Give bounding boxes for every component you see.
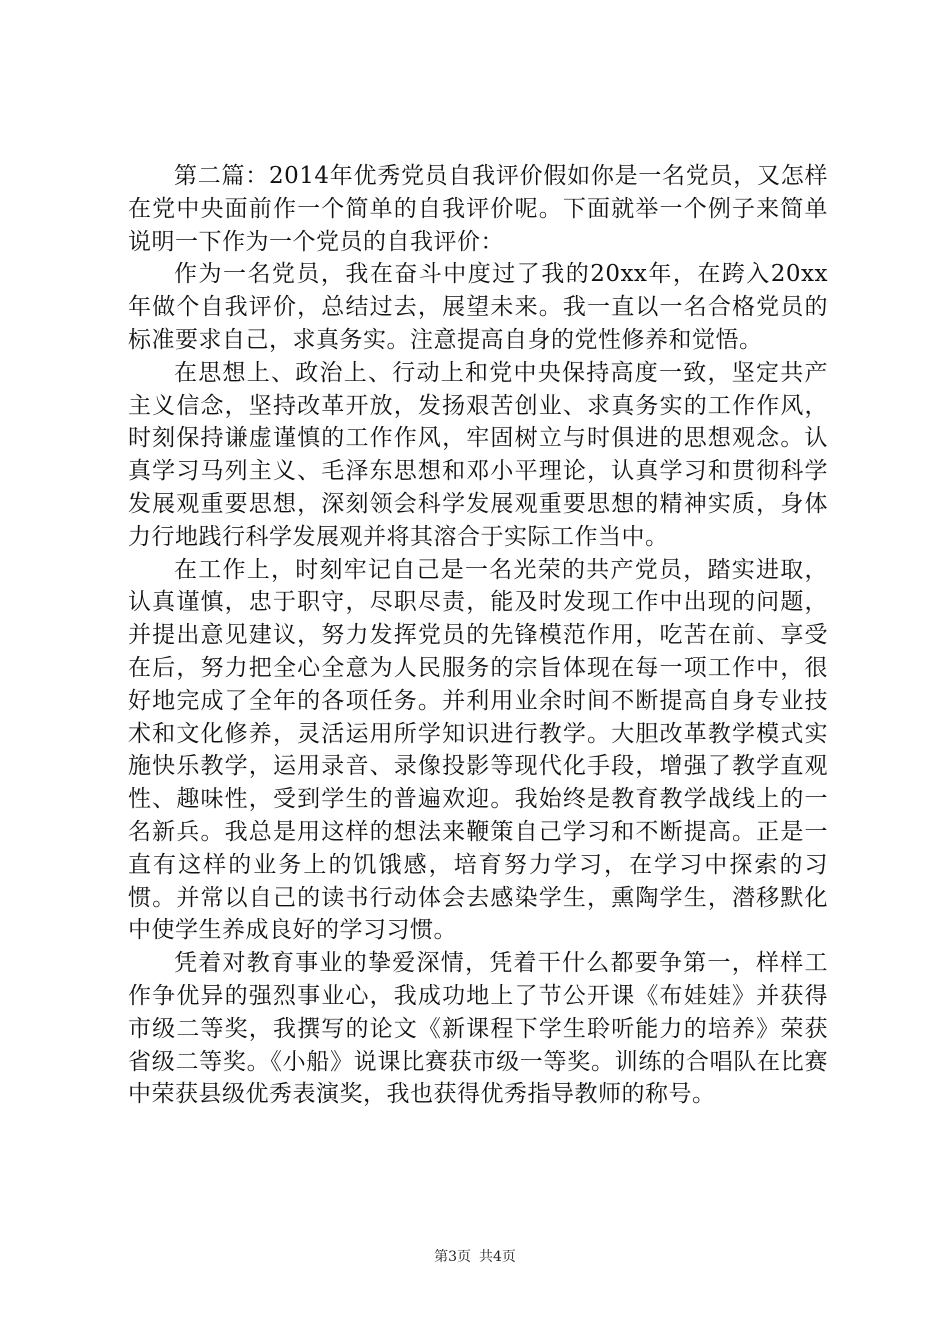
document-body — [128, 160, 828, 1111]
paragraph-2: 作为一名党员，我在奋斗中度过了我的20xx年，在跨入20xx年做个自我评价，总结过去，展望未来。我一直以一名合格党员的标准要求自己，求真务实。注意提高自身的党性修养和觉悟。 — [128, 261, 828, 353]
paragraph-5: 凭着对教育事业的挚爱深情，凭着干什么都要争第一，样样工作争优异的强烈事业心，我成功地上了节公开课《布娃娃》并获得市级二等奖，我撰写的论文《新课程下学生聆听能力的培养》荣获省级二等奖。《小船》说课比赛获市级一等奖。训练的合唱队在比赛中荣获县级优秀表演奖，我也获得优秀指导教师的称号。 — [128, 950, 828, 1108]
page-number: 第3页 — [434, 1249, 471, 1265]
page-footer — [0, 1246, 950, 1266]
page-total: 共4页 — [479, 1249, 516, 1265]
paragraph-4: 在工作上，时刻牢记自己是一名光荣的共产党员，踏实进取，认真谨慎，忠于职守，尽职尽责，能及时发现工作中出现的问题，并提出意见建议，努力发挥党员的先锋模范作用，吃苦在前、享受在后，努力把全心全意为人民服务的宗旨体现在每一项工作中，很好地完成了全年的各项任务。并利用业余时间不断提高自身专业技术和文化修养，灵活运用所学知识进行教学。大胆改革教学模式实施快乐教学，运用录音、录像投影等现代化手段，增强了教学直观性、趣味性，受到学生的普遍欢迎。我始终是教育教学战线上的一名新兵。我总是用这样的想法来鞭策自己学习和不断提高。正是一直有这样的业务上的饥饿感，培育努力学习，在学习中探索的习惯。并常以自己的读书行动体会去感染学生，熏陶学生，潜移默化中使学生养成良好的学习习惯。 — [128, 556, 828, 944]
paragraph-1: 第二篇：2014年优秀党员自我评价假如你是一名党员，又怎样在党中央面前作一个简单的自我评价呢。下面就举一个例子来简单说明一下作为一个党员的自我评价： — [128, 163, 828, 255]
paragraph-3: 在思想上、政治上、行动上和党中央保持高度一致，坚定共产主义信念，坚持改革开放，发扬艰苦创业、求真务实的工作作风，时刻保持谦虚谨慎的工作作风，牢固树立与时俱进的思想观念。认真学习马列主义、毛泽东思想和邓小平理论，认真学习和贯彻科学发展观重要思想，深刻领会科学发展观重要思想的精神实质，身体力行地践行科学发展观并将其溶合于实际工作当中。 — [128, 359, 828, 550]
